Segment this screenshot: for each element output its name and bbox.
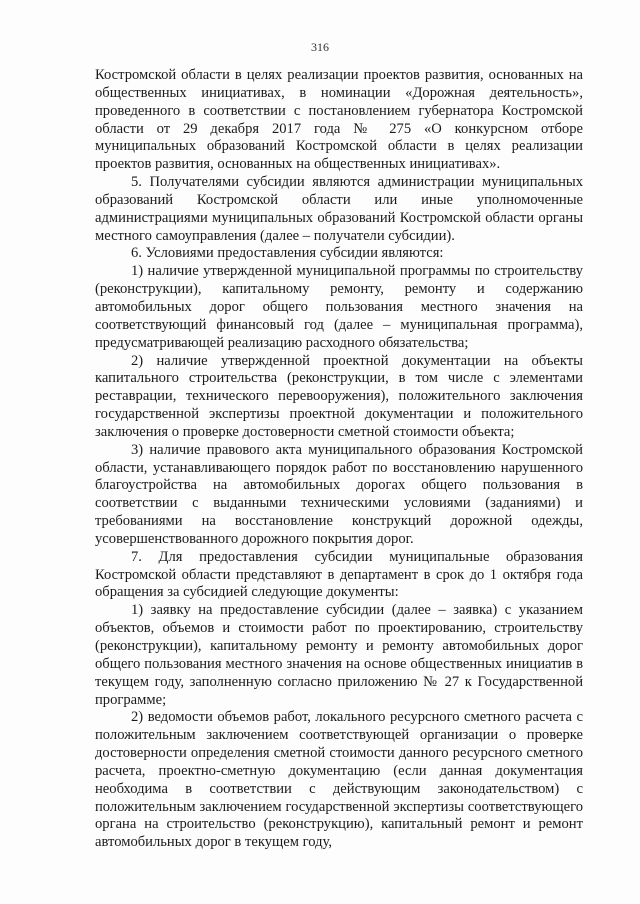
paragraph-item-5: 5. Получателями субсидии являются администрации муниципальных образований Костромской области или иные уполномоченные администрациями муниципальных образований Костромской области органы местного самоуправления (далее – получатели субсидии). bbox=[95, 174, 583, 244]
paragraph-subitem-6-2: 2) наличие утвержденной проектной документации на объекты капитального строительства (реконструкции, в том числе с элементами реставрации, технического перевооружения), положительного заключения государственной экспертизы проектной документации и положительного заключения о проверке достоверности сметной стоимости объекта; bbox=[95, 352, 583, 440]
paragraph-subitem-7-1: 1) заявку на предоставление субсидии (далее – заявка) с указанием объектов, объемов и стоимости работ по проектированию, строительству (реконструкции), капитальному ремонту и ремонту автомобильных дорог общего пользования местного значения на основе общественных инициатив в текущем году, заполненную согласно приложению № 27 к Государственной программе; bbox=[95, 602, 583, 708]
paragraph-item-6: 6. Условиями предоставления субсидии являются: bbox=[131, 245, 444, 262]
page-number: 316 bbox=[311, 40, 329, 54]
paragraph-subitem-6-1: 1) наличие утвержденной муниципальной программы по строительству (реконструкции), капитальному ремонту, ремонту и содержанию автомобильных дорог общего пользования местного значения на соответствующий финансовый год (далее – муниципальная программа), предусматривающей реализацию расходного обязательства; bbox=[95, 263, 583, 351]
paragraph-subitem-6-3: 3) наличие правового акта муниципального образования Костромской области, устанавливающего порядок работ по восстановлению нарушенного благоустройства на автомобильных дорогах общего пользования в соответствии с выданными техническими условиями (заданиями) и требованиями на восстановление конструкций дорожной одежды, усовершенствованного дорожного покрытия дорог. bbox=[95, 441, 583, 547]
paragraph-item-7: 7. Для предоставления субсидии муниципальные образования Костромской области представляют в департамент в срок до 1 октября года обращения за субсидией следующие документы: bbox=[95, 548, 583, 601]
paragraph-subitem-7-2: 2) ведомости объемов работ, локального ресурсного сметного расчета с положительным заключением соответствующей организации о проверке достоверности определения сметной стоимости данного ресурсного сметного расчета, проектно-сметную документацию (если данная документация необходима в соответствии с действующим законодательством) с положительным заключением государственной экспертизы соответствующего органа на строительство (реконструкцию), капитальный ремонт и ремонт автомобильных дорог в текущем году, bbox=[95, 709, 583, 851]
paragraph-continuation: Костромской области в целях реализации проектов развития, основанных на общественных инициативах, в номинации «Дорожная деятельность», проведенного в соответствии с постановлением губернатора Костромской области от 29 декабря 2017 года № 275 «О конкурсном отборе муниципальных образований Костромской области в целях реализации проектов развития, основанных на общественных инициативах». bbox=[95, 67, 583, 173]
document-body bbox=[95, 67, 583, 852]
